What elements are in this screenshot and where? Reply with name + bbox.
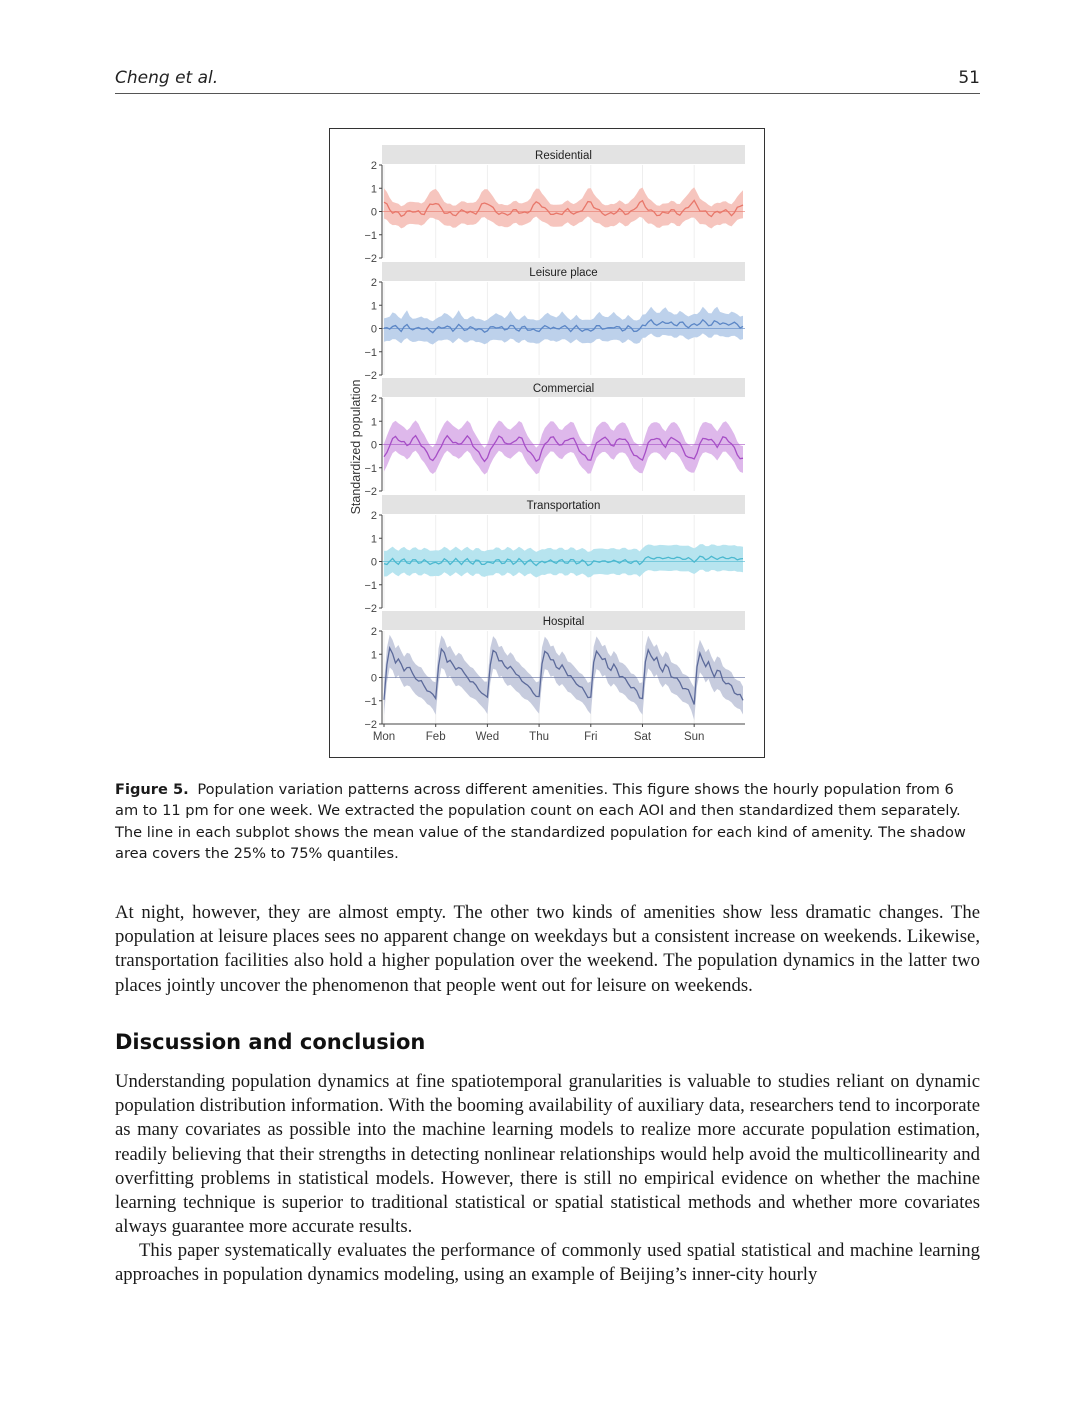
x-tick-label: Sat bbox=[633, 731, 652, 743]
y-tick-label: −2 bbox=[364, 603, 377, 615]
y-tick-label: 2 bbox=[370, 277, 377, 289]
y-axis-title: Standardized population bbox=[349, 379, 363, 515]
x-tick-label: Feb bbox=[425, 731, 446, 743]
y-tick-label: −1 bbox=[364, 695, 377, 708]
paragraph-2: Understanding population dynamics at fine spatiotemporal granularities is valuable to studies reliant on dynamic population distribution information. With the booming availability of auxiliary data, researchers tend to incorporate as many covariates as possible into the machine learning models to realize more accurate population estimation, readily believing that their strengths in detecting nonlinear relationships would help avoid the multicollinearity and overfitting problems in statistical models. However, there is still no empirical evidence on whether the machine learning technique is superior to traditional statistical or spatial statistical methods and whether more covariates always guarantee more accurate results. bbox=[115, 1071, 980, 1238]
figure-5 bbox=[329, 128, 765, 758]
y-tick-label: −2 bbox=[364, 719, 377, 731]
y-tick-label: −1 bbox=[364, 462, 377, 475]
y-tick-label: 0 bbox=[370, 439, 377, 452]
y-tick-label: 2 bbox=[370, 393, 377, 405]
panel-title: Transportation bbox=[526, 500, 601, 512]
y-tick-label: 0 bbox=[370, 556, 377, 569]
x-tick-label: Wed bbox=[475, 731, 500, 743]
x-tick-label: Mon bbox=[372, 731, 396, 743]
paragraph-3: This paper systematically evaluates the performance of commonly used spatial statistical and machine learning approaches in population dynamics modeling, using an example of Beijing’s inner-city hourly bbox=[115, 1240, 980, 1286]
section-heading: Discussion and conclusion bbox=[115, 1030, 426, 1054]
figure-caption bbox=[115, 779, 980, 864]
header-rule bbox=[115, 93, 980, 94]
running-head-author: Cheng et al. bbox=[115, 68, 219, 88]
panel-title: Leisure place bbox=[529, 267, 598, 279]
y-tick-label: 1 bbox=[370, 533, 377, 546]
y-tick-label: 1 bbox=[370, 300, 377, 313]
quantile-band bbox=[384, 420, 743, 474]
y-tick-label: −1 bbox=[364, 346, 377, 359]
y-tick-label: 2 bbox=[370, 510, 377, 522]
y-tick-label: 1 bbox=[370, 649, 377, 662]
y-tick-label: 1 bbox=[370, 416, 377, 429]
figure-caption-text: Population variation patterns across different amenities. This figure shows the hourly population from 6 am to 11 pm for one week. We extracted the population count on each AOI and then standardized them separately. The line in each subplot shows the mean value of the standardized population for each kind of amenity. The shadow area covers the 25% to 75% quantiles. bbox=[115, 781, 966, 862]
y-tick-label: 2 bbox=[370, 160, 377, 172]
y-tick-label: −2 bbox=[364, 253, 377, 265]
y-tick-label: 0 bbox=[370, 323, 377, 336]
y-tick-label: 2 bbox=[370, 626, 377, 638]
y-tick-label: 0 bbox=[370, 206, 377, 219]
paragraph-1: At night, however, they are almost empty. The other two kinds of amenities show less dramatic changes. The population at leisure places sees no apparent change on weekdays but a consistent increase on weekends. Likewise, transportation facilities also hold a higher population over the weekend. The population dynamics in the latter two places jointly uncover the phenomenon that people went out for leisure on weekends. bbox=[115, 902, 980, 996]
figure-label: Figure 5. bbox=[115, 781, 189, 798]
page-number: 51 bbox=[958, 68, 980, 88]
panel-title: Residential bbox=[535, 150, 592, 162]
y-tick-label: 0 bbox=[370, 672, 377, 685]
panel-title: Commercial bbox=[532, 383, 595, 395]
x-tick-label: Sun bbox=[683, 731, 705, 743]
x-tick-label: Fri bbox=[584, 731, 598, 743]
y-tick-label: −1 bbox=[364, 229, 377, 242]
y-tick-label: −2 bbox=[364, 370, 377, 382]
y-tick-label: −2 bbox=[364, 486, 377, 498]
y-tick-label: 1 bbox=[370, 183, 377, 196]
quantile-band bbox=[384, 187, 743, 228]
population-chart bbox=[330, 129, 766, 759]
y-tick-label: −1 bbox=[364, 579, 377, 592]
x-tick-label: Thu bbox=[529, 731, 550, 743]
panel-title: Hospital bbox=[542, 616, 585, 628]
